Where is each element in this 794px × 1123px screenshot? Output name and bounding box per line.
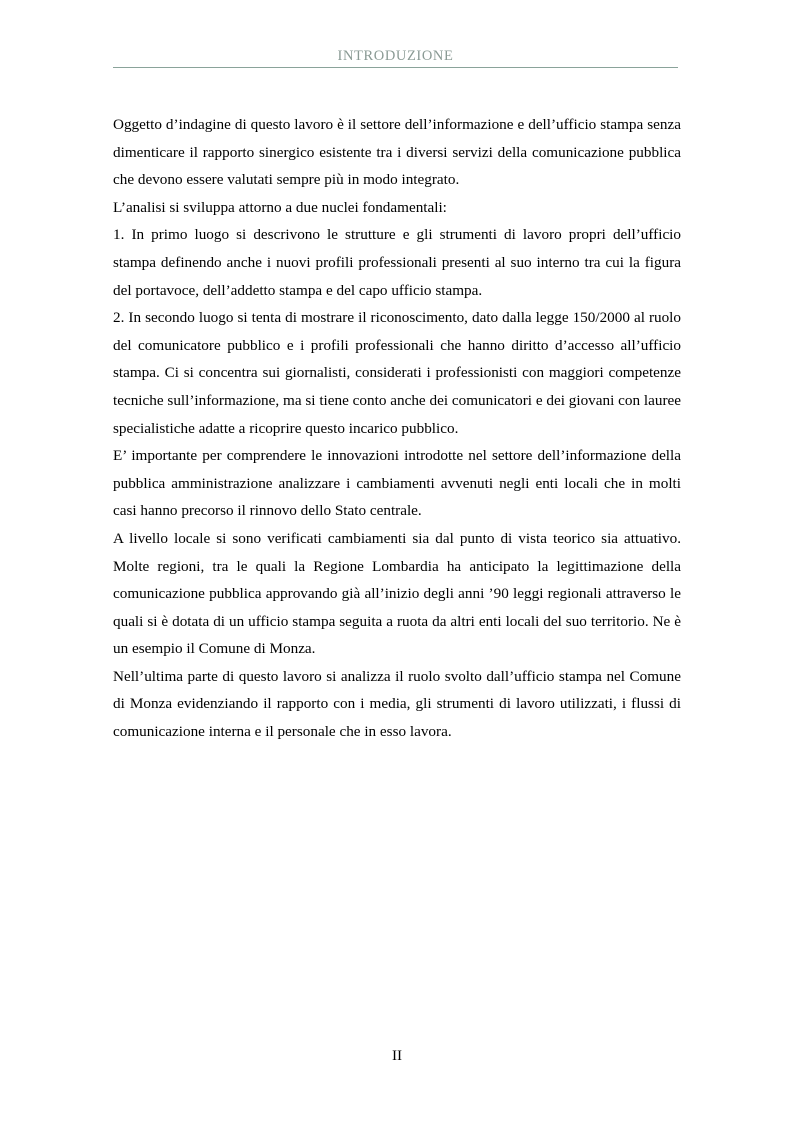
body-text xyxy=(113,111,681,746)
paragraph-local-level: A livello locale si sono verificati cambiamenti sia dal punto di vista teorico sia attuativo. Molte regioni, tra le quali la Regione Lombardia ha anticipato la legittimazione della comunicazione pubblica approvando già all’inizio degli anni ’90 leggi regionali attraverso le quali si è dotata di un ufficio stampa seguita a ruota da altri enti locali del suo territorio. Ne è un esempio il Comune di Monza. xyxy=(113,529,681,658)
paragraph-point-two: 2. In secondo luogo si tenta di mostrare il riconoscimento, dato dalla legge 150/2000 al ruolo del comunicatore pubblico e i profili professionali che hanno diritto d’accesso all’ufficio stampa. Ci si concentra sui giornalisti, considerati i professionisti con maggiori competenze tecniche sull’informazione, ma si tiene conto anche dei comunicatori e dei giovani con lauree specialistiche adatte a ricoprire questo incarico pubblico. xyxy=(113,309,681,437)
paragraph-subject: Oggetto d’indagine di questo lavoro è il settore dell’informazione e dell’ufficio stampa senza dimenticare il rapporto sinergico esistente tra i diversi servizi della comunicazione pubblica che devono essere valutati sempre più in modo integrato. xyxy=(113,116,681,189)
header-title: INTRODUZIONE xyxy=(337,48,454,64)
paragraph-importance: E’ importante per comprendere le innovazioni introdotte nel settore dell’informazione della pubblica amministrazione analizzare i cambiamenti avvenuti negli enti locali che in molti casi hanno precorso il rinnovo dello Stato centrale. xyxy=(113,447,681,520)
paragraph-point-one: 1. In primo luogo si descrivono le strutture e gli strumenti di lavoro propri dell’ufficio stampa definendo anche i nuovi profili professionali presenti al suo interno tra cui la figura del portavoce, dell’addetto stampa e del capo ufficio stampa. xyxy=(113,226,681,299)
page-number: II xyxy=(391,1047,403,1064)
page-header xyxy=(113,47,678,68)
paragraph-analysis-intro: L’analisi si sviluppa attorno a due nuclei fondamentali: xyxy=(113,198,447,216)
paragraph-last-part: Nell’ultima parte di questo lavoro si analizza il ruolo svolto dall’ufficio stampa nel Comune di Monza evidenziando il rapporto con i media, gli strumenti di lavoro utilizzati, i flussi di comunicazione interna e il personale che in esso lavora. xyxy=(113,667,681,741)
